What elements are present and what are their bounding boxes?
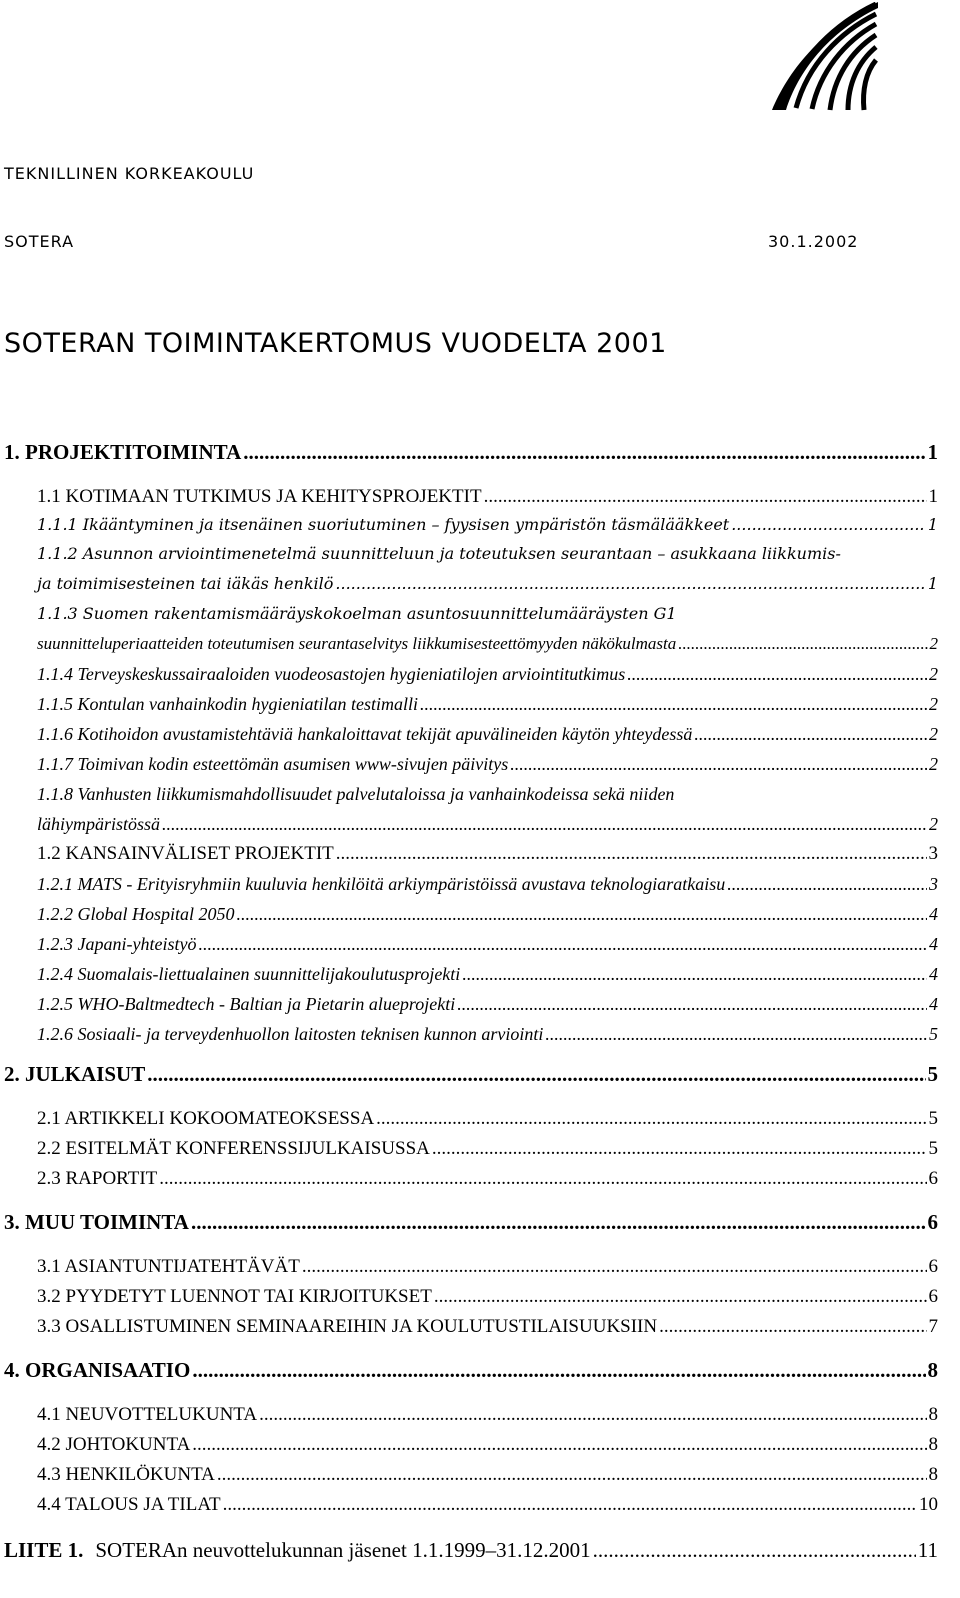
toc-page-number: 4 xyxy=(929,934,938,954)
toc-entry-1-2-2[interactable] xyxy=(37,904,938,925)
toc-entry-label: SOTERAn neuvottelukunnan jäsenet 1.1.1999–31.12.2001 xyxy=(95,1538,591,1562)
university-logo xyxy=(768,2,880,112)
toc-entry-1-1[interactable] xyxy=(37,486,938,508)
toc-entry-1-1-7[interactable] xyxy=(37,754,938,775)
toc-page-number: 4 xyxy=(929,994,938,1014)
toc-entry-label: 1.2.3 Japani-yhteistyö xyxy=(37,934,197,954)
toc-leader xyxy=(545,1024,927,1045)
toc-leader xyxy=(259,1404,926,1426)
toc-leader xyxy=(335,574,925,593)
toc-entry-label: 1.2.5 WHO-Baltmedtech - Baltian ja Pietarin alueprojekti xyxy=(37,994,456,1014)
toc-page-number: 1 xyxy=(927,515,938,534)
toc-page-number: 8 xyxy=(928,1464,938,1485)
toc-leader xyxy=(192,1358,925,1383)
toc-leader xyxy=(727,874,927,895)
toc-entry-1-2-5[interactable] xyxy=(37,994,938,1015)
toc-leader xyxy=(191,1210,926,1235)
toc-entry-label: 1.1.5 Kontulan vanhainkodin hygieniatilan testimalli xyxy=(37,694,418,714)
toc-page-number: 5 xyxy=(928,1138,938,1159)
toc-page-number: 6 xyxy=(928,1256,938,1277)
toc-page-number: 1 xyxy=(927,440,938,464)
toc-entry-1-1-1[interactable] xyxy=(37,515,938,534)
toc-leader xyxy=(420,694,927,715)
toc-page-number: 2 xyxy=(929,634,938,653)
toc-entry-label: 1.1.6 Kotihoidon avustamistehtäviä hankaloittavat tekijät apuvälineiden käytön yhteydessä xyxy=(37,724,693,744)
toc-leader xyxy=(198,934,927,955)
toc-entry-label: 1.2.2 Global Hospital 2050 xyxy=(37,904,235,924)
toc-page-number: 6 xyxy=(928,1286,938,1307)
toc-entry-2[interactable] xyxy=(4,1062,938,1087)
toc-entry-3[interactable] xyxy=(4,1210,938,1235)
toc-page-number: 5 xyxy=(929,1024,938,1044)
toc-leader xyxy=(510,754,927,775)
toc-entry-1-1-5[interactable] xyxy=(37,694,938,715)
document-date: 30.1.2002 xyxy=(768,232,859,251)
toc-entry-label: 2.2 ESITELMÄT KONFERENSSIJULKAISUSSA xyxy=(37,1138,430,1159)
toc-entry-1-1-2[interactable] xyxy=(37,574,938,593)
toc-entry-label: 4.2 JOHTOKUNTA xyxy=(37,1434,191,1455)
toc-page-number: 4 xyxy=(929,964,938,984)
toc-entry-4[interactable] xyxy=(4,1358,938,1383)
toc-page-number: 8 xyxy=(928,1434,938,1455)
toc-entry-label: 4.3 HENKILÖKUNTA xyxy=(37,1464,215,1485)
toc-leader xyxy=(484,486,927,508)
toc-page-number: 2 xyxy=(929,814,938,834)
toc-leader xyxy=(217,1464,927,1486)
toc-entry-appendix-1[interactable] xyxy=(4,1538,938,1563)
appendix-number: LIITE 1. xyxy=(4,1538,84,1562)
toc-leader xyxy=(434,1286,927,1308)
toc-entry-1-2-4[interactable] xyxy=(37,964,938,985)
toc-entry-label: 1.1.7 Toimivan kodin esteettömän asumisen www-sivujen päivitys xyxy=(37,754,509,774)
toc-page-number: 4 xyxy=(929,904,938,924)
toc-leader xyxy=(147,1062,925,1087)
toc-leader xyxy=(237,904,927,925)
toc-page-number: 2 xyxy=(929,664,938,684)
toc-entry-1-1-3-line1[interactable]: 1.1.3 Suomen rakentamismääräyskokoelman asuntosuunnittelumääräysten G1 xyxy=(37,604,677,623)
toc-entry-label: ja toimimisesteinen tai iäkäs henkilö xyxy=(37,574,334,593)
toc-entry-1-1-8-line1[interactable]: 1.1.8 Vanhusten liikkumismahdollisuudet palvelutaloissa ja vanhainkodeissa sekä niiden xyxy=(37,784,675,804)
toc-leader xyxy=(694,724,927,745)
toc-entry-1-1-8[interactable] xyxy=(37,814,938,835)
toc-entry-label: lähiympäristössä xyxy=(37,814,161,834)
toc-entry-label: 1.1.1 Ikääntyminen ja itsenäinen suoriutuminen – fyysisen ympäristön täsmälääkkeet xyxy=(37,515,730,534)
toc-entry-label: 4. ORGANISAATIO xyxy=(4,1358,191,1382)
toc-entry-label: 4.1 NEUVOTTELUKUNTA xyxy=(37,1404,258,1425)
toc-entry-3-1[interactable] xyxy=(37,1256,938,1278)
toc-entry-1-2[interactable] xyxy=(37,843,938,865)
toc-leader xyxy=(192,1434,926,1456)
toc-leader xyxy=(302,1256,927,1278)
toc-page-number: 2 xyxy=(929,724,938,744)
toc-leader xyxy=(376,1108,926,1130)
toc-entry-label: 1.1.4 Terveyskeskussairaaloiden vuodeosastojen hygieniatilojen arviointitutkimus xyxy=(37,664,626,684)
toc-leader xyxy=(159,1168,926,1190)
toc-page-number: 2 xyxy=(929,694,938,714)
toc-entry-label: 3.3 OSALLISTUMINEN SEMINAAREIHIN JA KOULUTUSTILAISUUKSIIN xyxy=(37,1316,658,1337)
toc-page-number: 6 xyxy=(927,1210,938,1234)
toc-page-number: 11 xyxy=(917,1538,938,1562)
toc-page-number: 8 xyxy=(928,1404,938,1425)
toc-leader xyxy=(432,1138,927,1160)
toc-leader xyxy=(457,994,927,1015)
toc-entry-label: 2.3 RAPORTIT xyxy=(37,1168,158,1189)
toc-entry-1-1-2-line1[interactable]: 1.1.2 Asunnon arviointimenetelmä suunnitteluun ja toteutuksen seurantaan – asukkaana liikkumis- xyxy=(37,544,841,563)
toc-entry-2-1[interactable] xyxy=(37,1108,938,1130)
toc-entry-2-3[interactable] xyxy=(37,1168,938,1190)
toc-entry-label: 2. JULKAISUT xyxy=(4,1062,146,1086)
toc-entry-4-1[interactable] xyxy=(37,1404,938,1426)
toc-page-number: 3 xyxy=(929,874,938,894)
toc-entry-label: 1.2.1 MATS - Erityisryhmiin kuuluvia henkilöitä arkiympäristöissä avustava teknologiaratkaisu xyxy=(37,874,726,894)
toc-entry-1-2-1[interactable] xyxy=(37,874,938,895)
toc-entry-label: 1. PROJEKTITOIMINTA xyxy=(4,440,242,464)
university-name: TEKNILLINEN KORKEAKOULU xyxy=(4,164,255,183)
toc-entry-4-4[interactable] xyxy=(37,1494,938,1516)
toc-page-number: 1 xyxy=(928,486,938,507)
toc-entry-label: 1.2 KANSAINVÄLISET PROJEKTIT xyxy=(37,843,334,864)
toc-page-number: 2 xyxy=(929,754,938,774)
toc-entry-label: 3.1 ASIANTUNTIJATEHTÄVÄT xyxy=(37,1256,300,1277)
toc-page-number: 3 xyxy=(928,843,938,864)
toc-entry-1-1-6[interactable] xyxy=(37,724,938,745)
toc-page-number: 8 xyxy=(927,1358,938,1382)
toc-entry-2-2[interactable] xyxy=(37,1138,938,1160)
toc-page-number: 7 xyxy=(928,1316,938,1337)
toc-entry-label: 1.1 KOTIMAAN TUTKIMUS JA KEHITYSPROJEKTIT xyxy=(37,486,482,507)
toc-page-number: 1 xyxy=(927,574,938,593)
toc-entry-label: 3. MUU TOIMINTA xyxy=(4,1210,189,1234)
toc-leader xyxy=(223,1494,917,1516)
toc-page-number: 10 xyxy=(919,1494,938,1515)
toc-page-number: 5 xyxy=(928,1108,938,1129)
toc-leader xyxy=(162,814,927,835)
toc-entry-1[interactable] xyxy=(4,440,938,465)
toc-leader xyxy=(462,964,927,985)
toc-entry-1-2-3[interactable] xyxy=(37,934,938,955)
toc-entry-1-1-4[interactable] xyxy=(37,664,938,685)
toc-entry-3-3[interactable] xyxy=(37,1316,938,1338)
toc-leader xyxy=(731,515,926,534)
toc-entry-4-2[interactable] xyxy=(37,1434,938,1456)
toc-page-number: 6 xyxy=(928,1168,938,1189)
toc-leader xyxy=(678,634,927,654)
document-title: SOTERAN TOIMINTAKERTOMUS VUODELTA 2001 xyxy=(4,328,667,359)
toc-entry-label: 3.2 PYYDETYT LUENNOT TAI KIRJOITUKSET xyxy=(37,1286,432,1307)
toc-entry-1-2-6[interactable] xyxy=(37,1024,938,1045)
toc-entry-1-1-3[interactable] xyxy=(37,634,938,654)
unit-name: SOTERA xyxy=(4,232,75,251)
toc-leader xyxy=(243,440,925,465)
toc-entry-label: 1.2.4 Suomalais-liettualainen suunnittelijakoulutusprojekti xyxy=(37,964,461,984)
toc-entry-3-2[interactable] xyxy=(37,1286,938,1308)
toc-leader xyxy=(627,664,927,685)
toc-leader xyxy=(659,1316,926,1338)
toc-entry-label: 2.1 ARTIKKELI KOKOOMATEOKSESSA xyxy=(37,1108,375,1129)
toc-leader xyxy=(593,1538,916,1563)
toc-entry-4-3[interactable] xyxy=(37,1464,938,1486)
toc-leader xyxy=(336,843,927,865)
toc-entry-label: 1.2.6 Sosiaali- ja terveydenhuollon laitosten teknisen kunnon arviointi xyxy=(37,1024,544,1044)
toc-entry-label: 4.4 TALOUS JA TILAT xyxy=(37,1494,221,1515)
toc-page-number: 5 xyxy=(927,1062,938,1086)
toc-entry-label: suunnitteluperiaatteiden toteutumisen seurantaselvitys liikkumisesteettömyyden näkökulmasta xyxy=(37,634,677,653)
